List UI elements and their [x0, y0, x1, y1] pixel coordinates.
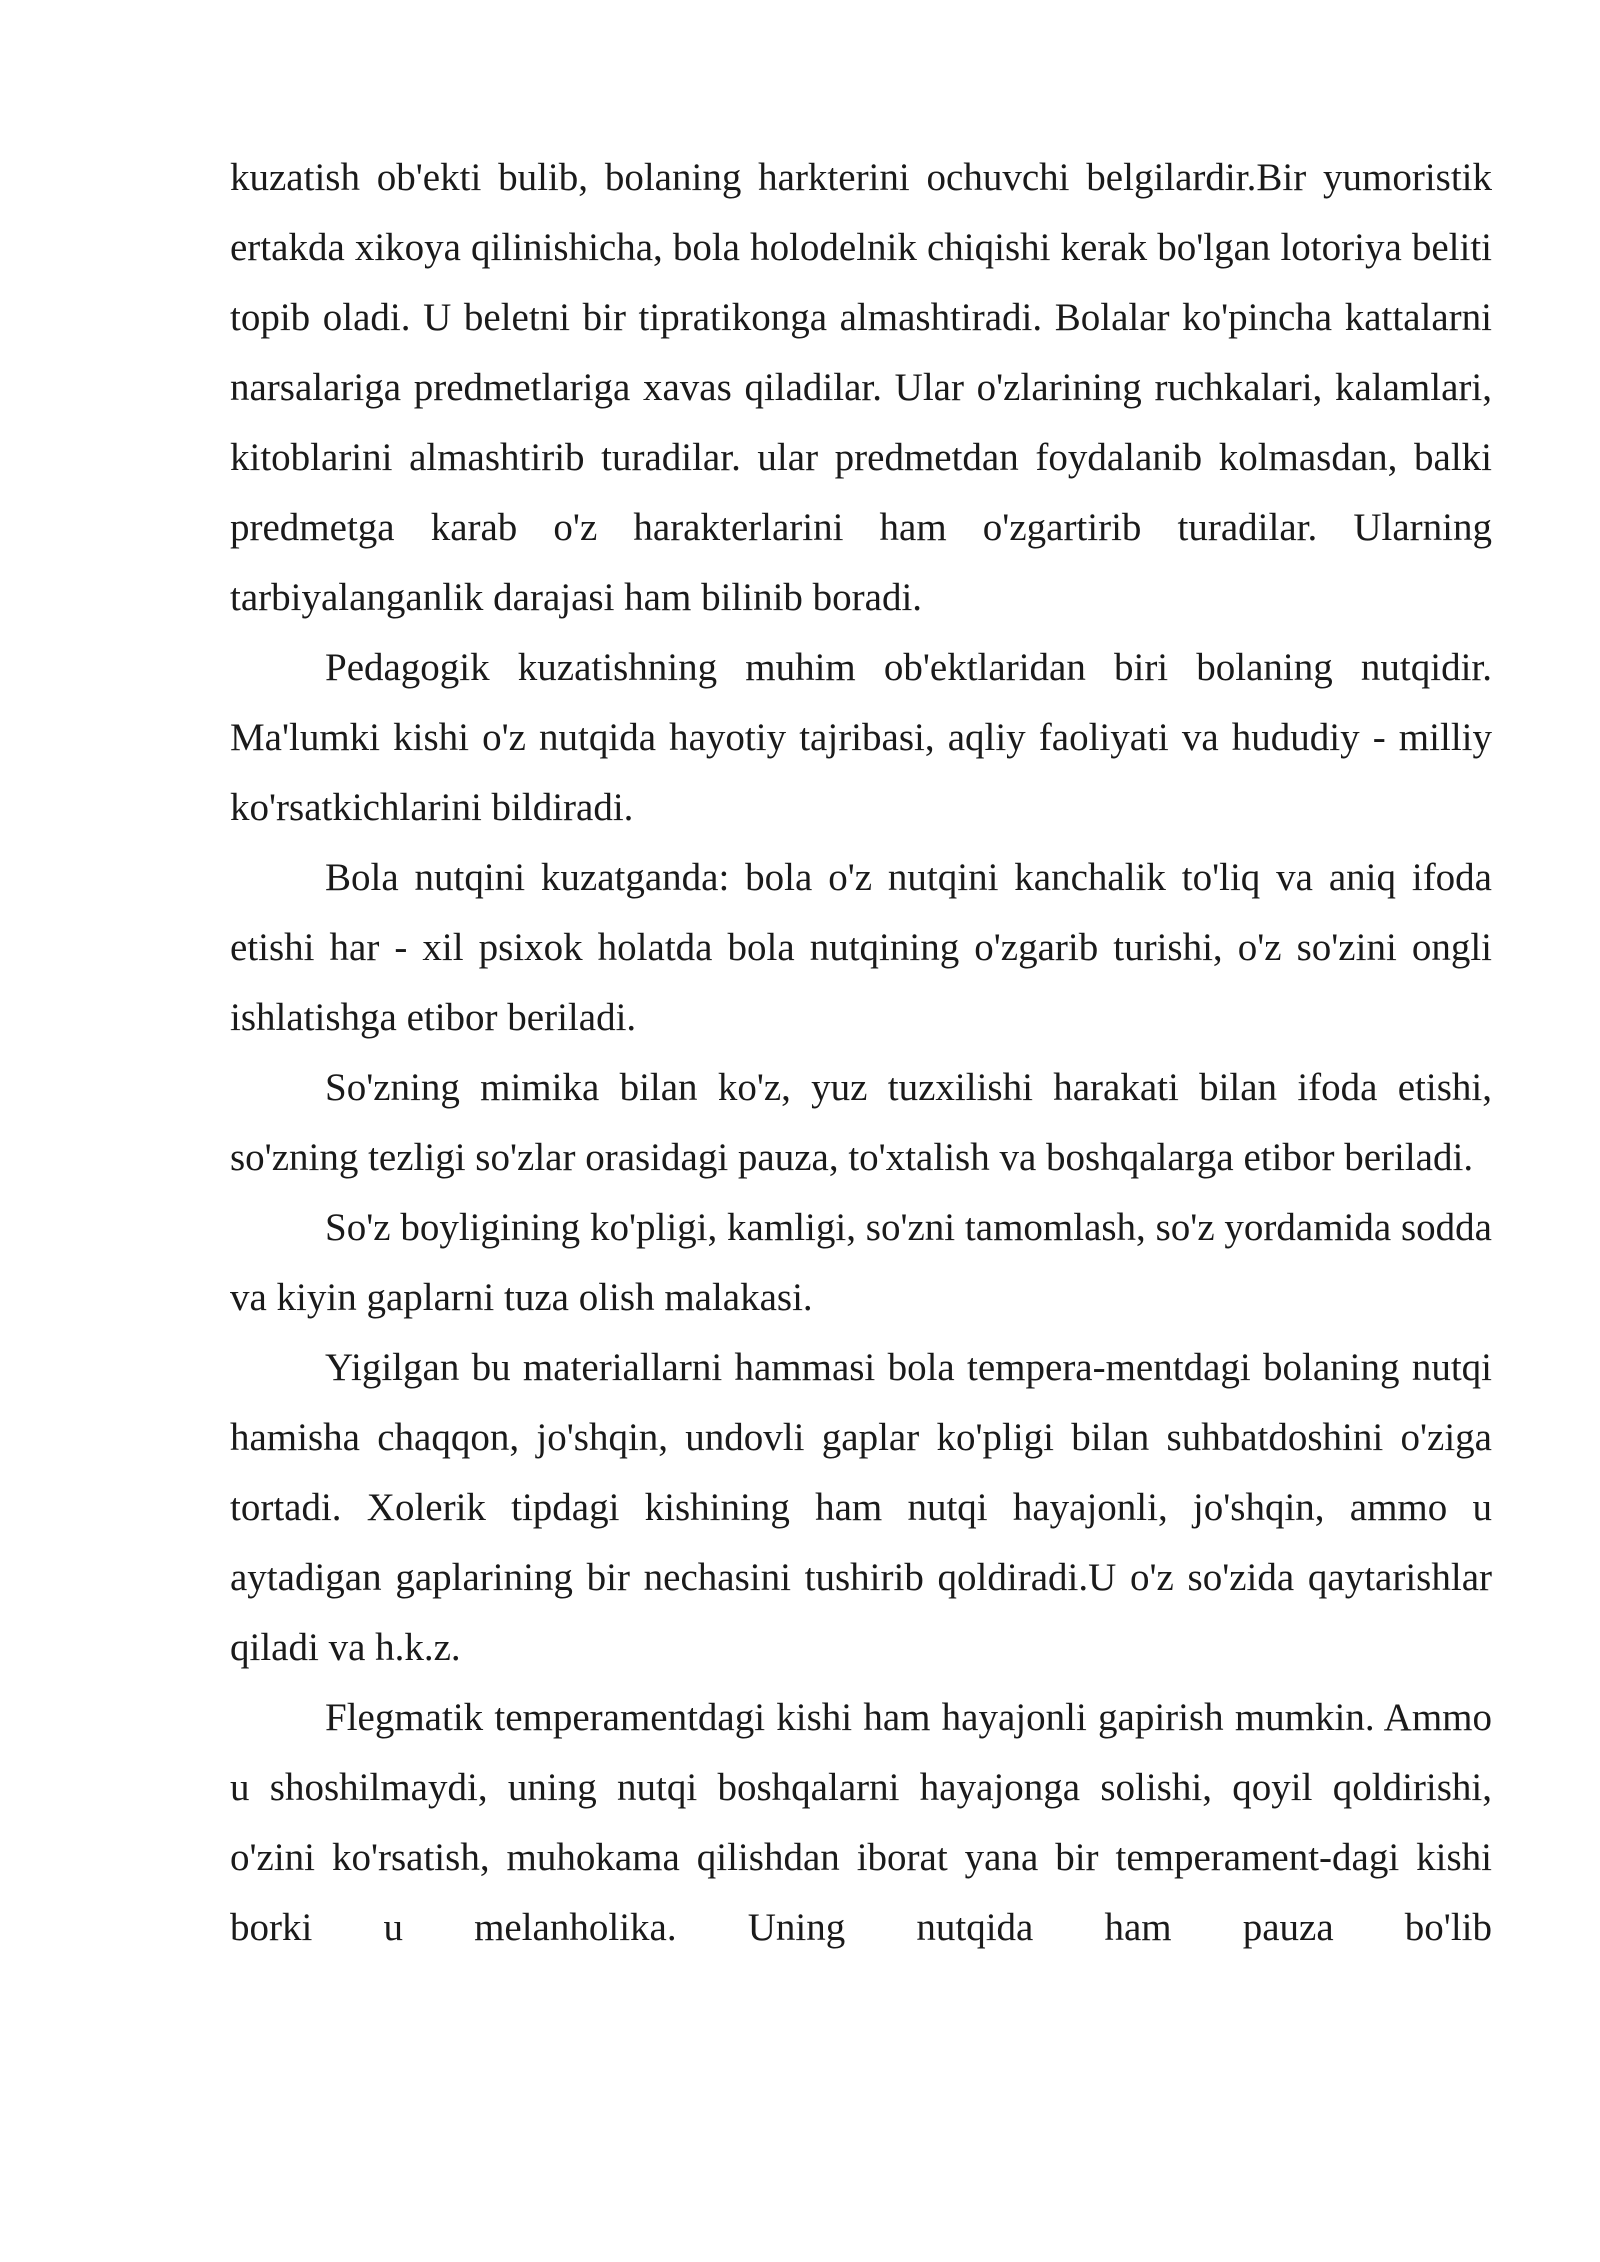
paragraph-6: Yigilgan bu materiallarni hammasi bola tempera-mentdagi bolaning nutqi hamisha chaqqon, jo'shqin, undovli gaplar ko'pligi bilan suhbatdoshini o'ziga tortadi. Xolerik tipdagi kishining ham nutqi hayajonli, jo'shqin, ammo u aytadigan gaplarining bir nechasini tushirib qoldiradi.U o'z so'zida qaytarishlar qiladi va h.k.z. — [230, 1346, 1492, 1669]
paragraph-4: So'zning mimika bilan ko'z, yuz tuzxilishi harakati bilan ifoda etishi, so'zning tezligi so'zlar orasidagi pauza, to'xtalish va boshqalarga etibor beriladi. — [230, 1066, 1492, 1179]
paragraph-7: Flegmatik temperamentdagi kishi ham hayajonli gapirish mumkin. Ammo u shoshilmaydi, uning nutqi boshqalarni hayajonga solishi, qoyil qoldirishi, o'zini ko'rsatish, muhokama qilishdan iborat yana bir temperament-dagi kishi borki u melanholika. Uning nutqida ham pauza bo'lib — [230, 1696, 1492, 1949]
paragraph-5: So'z boyligining ko'pligi, kamligi, so'zni tamomlash, so'z yordamida sodda va kiyin gaplarni tuza olish malakasi. — [230, 1206, 1492, 1319]
paragraph-3: Bola nutqini kuzatganda: bola o'z nutqini kanchalik to'liq va aniq ifoda etishi har - xil psixok holatda bola nutqining o'zgarib turishi, o'z so'zini ongli ishlatishga etibor beriladi. — [230, 856, 1492, 1039]
paragraph-2: Pedagogik kuzatishning muhim ob'ektlaridan biri bolaning nutqidir. Ma'lumki kishi o'z nutqida hayotiy tajribasi, aqliy faoliyati va hududiy - milliy ko'rsatkichlarini bildiradi. — [230, 646, 1492, 829]
document-body — [230, 143, 1492, 1963]
paragraph-1: kuzatish ob'ekti bulib, bolaning harkterini ochuvchi belgilardir.Bir yumoristik ertakda xikoya qilinishicha, bola holodelnik chiqishi kerak bo'lgan lotoriya beliti topib oladi. U beletni bir tipratikonga almashtiradi. Bolalar ko'pincha kattalarni narsalariga predmetlariga xavas qiladilar. Ular o'zlarining ruchkalari, kalamlari, kitoblarini almashtirib turadilar. ular predmetdan foydalanib kolmasdan, balki predmetga karab o'z harakterlarini ham o'zgartirib turadilar. Ularning tarbiyalanganlik darajasi ham bilinib boradi. — [230, 156, 1492, 619]
